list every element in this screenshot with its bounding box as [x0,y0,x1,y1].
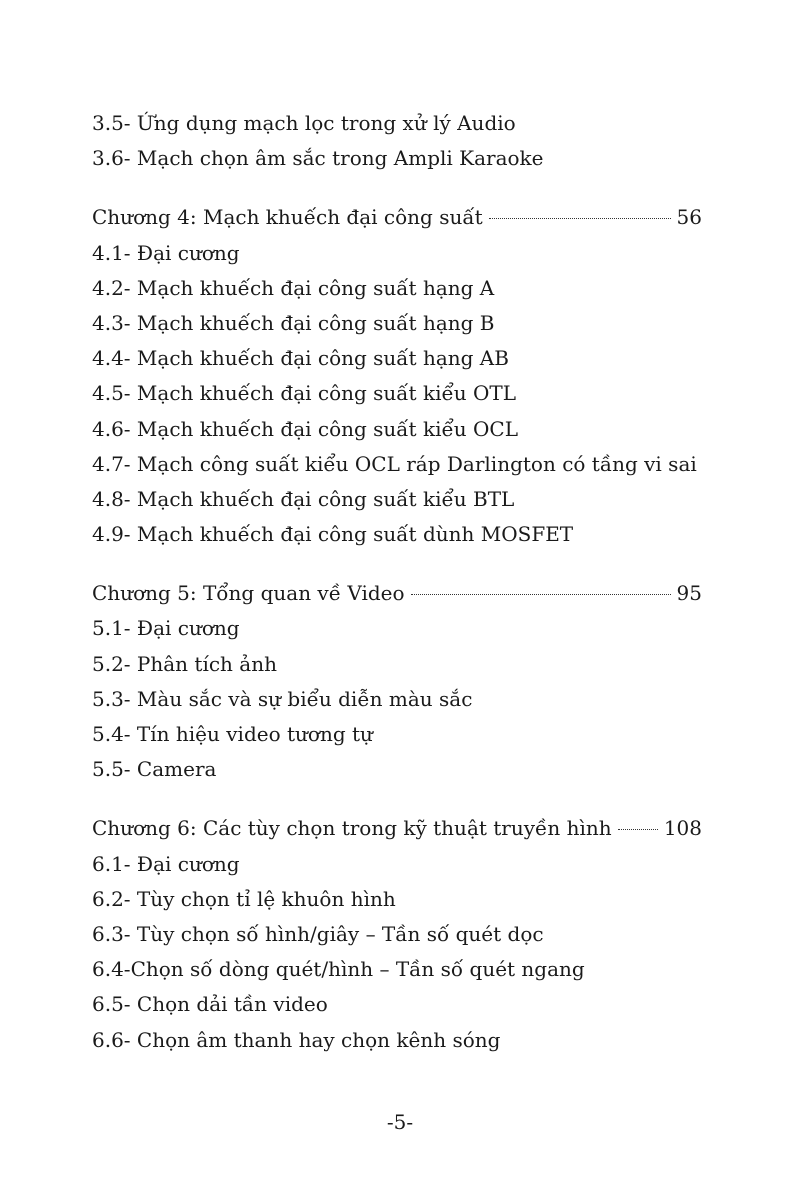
chapter-title: Chương 5: Tổng quan về Video [92,581,405,606]
table-of-contents [92,106,702,1058]
toc-item: 4.7- Mạch công suất kiểu OCL ráp Darlington có tầng vi sai [92,451,697,476]
toc-item: 5.5- Camera [92,757,217,782]
chapter-heading [92,200,702,235]
toc-item: 5.1- Đại cương [92,616,240,641]
toc-item: 6.1- Đại cương [92,851,240,876]
toc-item: 5.3- Màu sắc và sự biểu diễn màu sắc [92,686,473,711]
toc-section-3-continuation [92,106,702,176]
toc-item: 5.2- Phân tích ảnh [92,651,277,676]
toc-item: 4.6- Mạch khuếch đại công suất kiểu OCL [92,416,518,441]
toc-item: 4.4- Mạch khuếch đại công suất hạng AB [92,346,509,371]
toc-section-chapter-4 [92,200,702,552]
toc-item: 3.6- Mạch chọn âm sắc trong Ampli Karaoke [92,146,544,171]
chapter-heading [92,811,702,846]
toc-item: 3.5- Ứng dụng mạch lọc trong xử lý Audio [92,111,516,135]
dot-leader [489,218,671,219]
toc-item: 4.5- Mạch khuếch đại công suất kiểu OTL [92,381,517,406]
toc-item: 4.8- Mạch khuếch đại công suất kiểu BTL [92,486,515,511]
chapter-page-number: 56 [676,205,702,230]
toc-item: 4.3- Mạch khuếch đại công suất hạng B [92,310,495,335]
toc-item: 4.2- Mạch khuếch đại công suất hạng A [92,275,495,300]
toc-section-chapter-6 [92,811,702,1057]
chapter-page-number: 95 [676,581,702,606]
chapter-title: Chương 4: Mạch khuếch đại công suất [92,205,483,230]
page-number: -5- [386,1110,414,1134]
chapter-page-number: 108 [663,816,702,841]
toc-item: 5.4- Tín hiệu video tương tự [92,722,373,746]
toc-item: 6.4-Chọn số dòng quét/hình – Tần số quét ngang [92,957,585,982]
toc-item: 4.1- Đại cương [92,240,240,265]
toc-item: 6.6- Chọn âm thanh hay chọn kênh sóng [92,1027,501,1052]
toc-item: 6.5- Chọn dải tần video [92,992,328,1017]
toc-item: 4.9- Mạch khuếch đại công suất dùnh MOSFET [92,522,574,547]
chapter-heading [92,576,702,611]
dot-leader [411,594,671,595]
chapter-title: Chương 6: Các tùy chọn trong kỹ thuật truyền hình [92,816,612,841]
toc-section-chapter-5 [92,576,702,787]
toc-item: 6.3- Tùy chọn số hình/giây – Tần số quét dọc [92,921,544,946]
toc-item: 6.2- Tùy chọn tỉ lệ khuôn hình [92,886,396,911]
dot-leader [618,829,658,830]
